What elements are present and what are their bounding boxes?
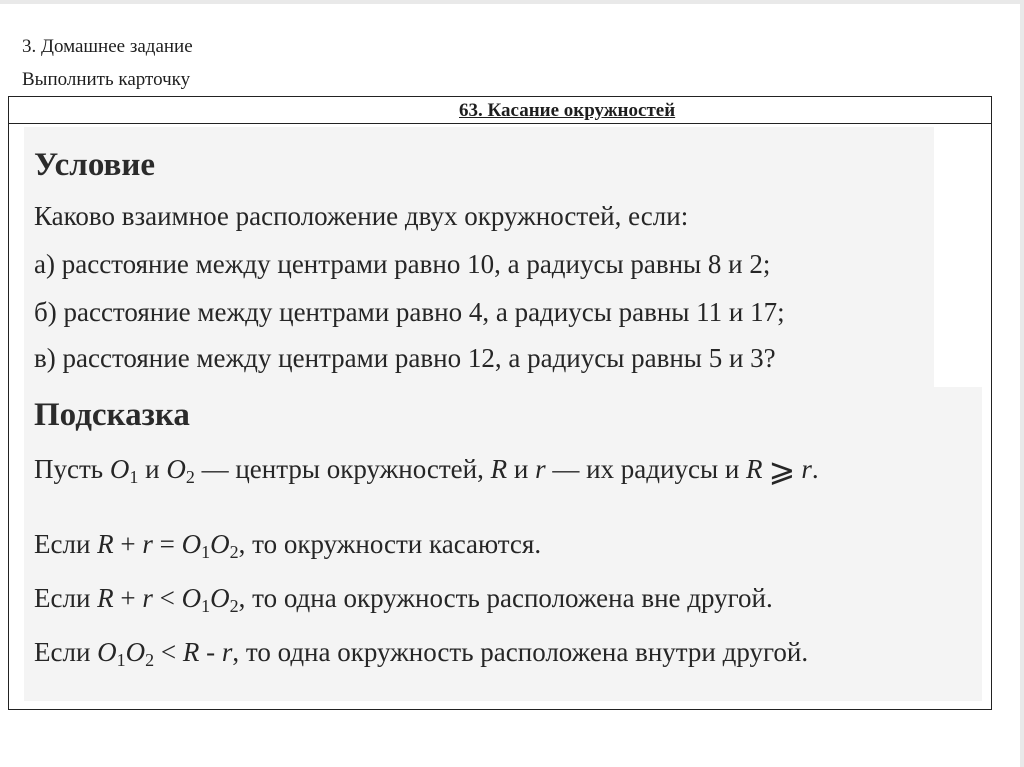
homework-instruction: Выполнить карточку xyxy=(22,69,191,90)
hint-panel xyxy=(24,387,982,701)
condition-panel xyxy=(24,127,934,387)
homework-heading: 3. Домашнее задание xyxy=(22,36,193,57)
condition-heading: Условие xyxy=(34,147,155,183)
task-card xyxy=(8,96,992,710)
slide-top-border xyxy=(0,0,1024,4)
condition-item-c: в) расстояние между центрами равно 12, а радиусы равны 5 и 3? xyxy=(34,343,776,373)
card-title: 63. Касание окружностей xyxy=(459,100,676,121)
card-header xyxy=(9,97,991,124)
hint-line-inside: Если $O_1O_2 < R - r$, то одна окружность расположена внутри другой. xyxy=(34,637,809,670)
hint-line-definitions: Пусть $O_1$ и $O_2$ — центры окружностей, R и r — их радиусы и R ⩾ r. xyxy=(34,452,819,488)
condition-item-a: а) расстояние между центрами равно 10, а радиусы равны 8 и 2; xyxy=(34,249,771,279)
hint-line-outside: Если $R + r < O_1O_2$, то одна окружность расположена вне другой. xyxy=(34,583,773,616)
condition-question: Каково взаимное расположение двух окружностей, если: xyxy=(34,201,689,231)
hint-line-tangent: Если $R + r = O_1O_2$, то окружности касаются. xyxy=(34,529,542,562)
slide-right-border xyxy=(1020,0,1024,767)
geq-symbol: ⩾ xyxy=(768,452,796,488)
condition-item-b: б) расстояние между центрами равно 4, а радиусы равны 11 и 17; xyxy=(34,297,785,327)
hint-heading: Подсказка xyxy=(34,397,190,433)
